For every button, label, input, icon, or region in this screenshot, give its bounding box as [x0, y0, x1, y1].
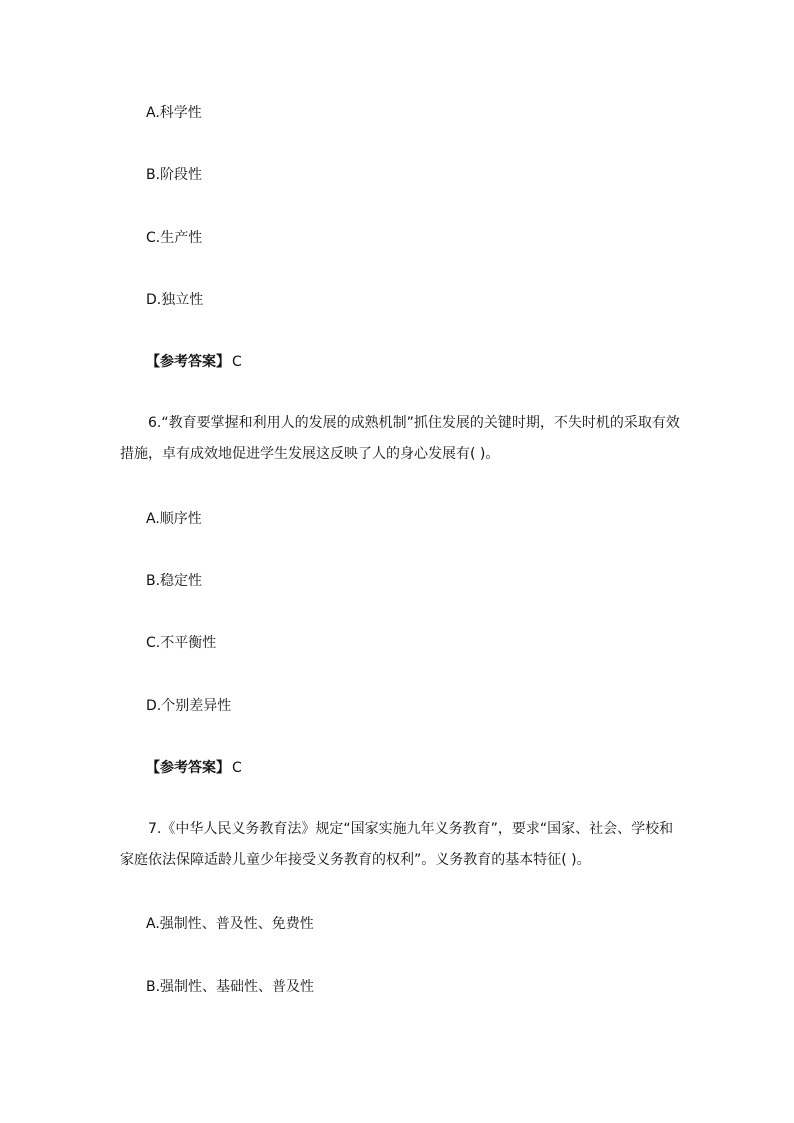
q5-option-b: B.阶段性: [146, 167, 203, 183]
answer-label: 【参考答案】: [146, 354, 230, 370]
answer-value: C: [232, 760, 242, 776]
q5-option-d: D.独立性: [146, 292, 204, 308]
q7-option-a: A.强制性、普及性、免费性: [146, 916, 314, 932]
q6-stem-text: 6.“教育要掌握和利用人的发展的成熟机制”抓住发展的关键时期，不失时机的采取有效措施，卓有成效地促进学生发展这反映了人的身心发展有( )。: [120, 415, 680, 462]
q6-option-d: D.个别差异性: [146, 698, 232, 714]
q6-stem: [120, 408, 680, 470]
q5-option-c: C.生产性: [146, 230, 203, 246]
answer-label: 【参考答案】: [146, 760, 230, 776]
q7-stem-text: 7.《中华人民义务教育法》规定“国家实施九年义务教育”，要求“国家、社会、学校和家庭依法保障适龄儿童少年接受义务教育的权利”。义务教育的基本特征( )。: [120, 821, 674, 868]
q7-option-b: B.强制性、基础性、普及性: [146, 979, 315, 995]
q6-answer: [146, 758, 242, 778]
q6-option-b: B.稳定性: [146, 573, 203, 589]
q5-option-a: A.科学性: [146, 105, 202, 121]
q5-answer: [146, 352, 242, 372]
answer-value: C: [232, 354, 242, 370]
q7-stem: [120, 814, 680, 876]
q6-option-c: C.不平衡性: [146, 635, 217, 651]
q6-option-a: A.顺序性: [146, 511, 202, 527]
